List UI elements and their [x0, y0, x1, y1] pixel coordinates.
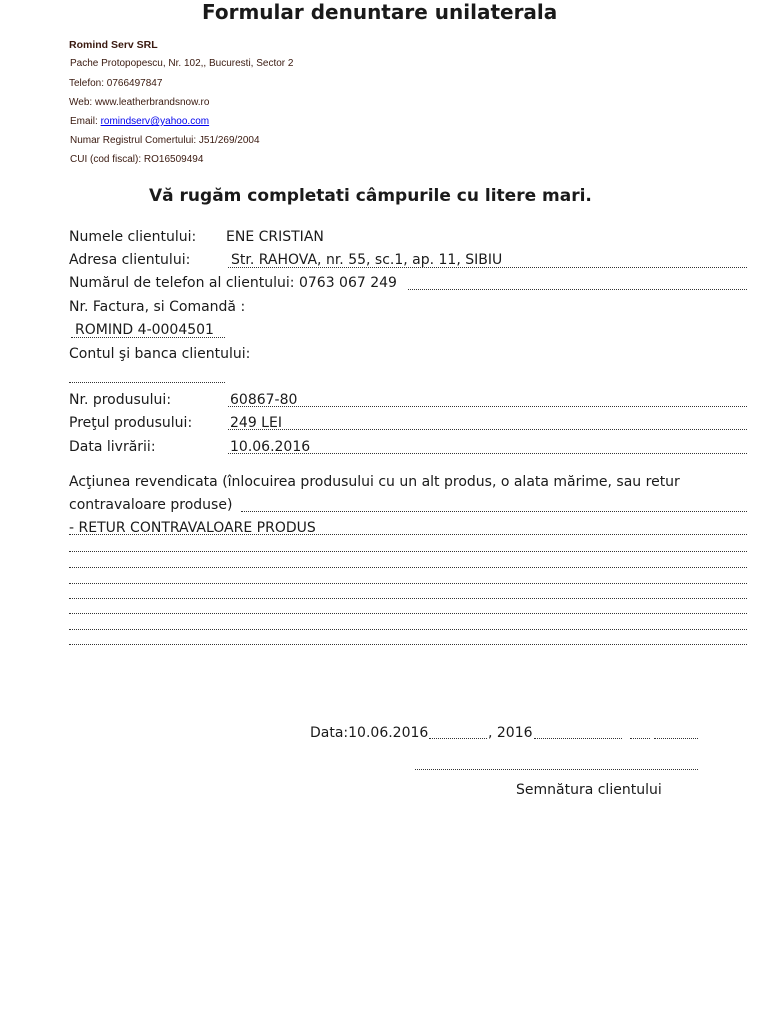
- invoice-value: ROMIND 4-0004501: [75, 322, 214, 338]
- company-registry: Numar Registrul Comertului: J51/269/2004: [70, 135, 260, 146]
- address-value: Str. RAHOVA, nr. 55, sc.1, ap. 11, SIBIU: [231, 252, 503, 268]
- date-line-4: [654, 738, 698, 739]
- address-line: [228, 267, 747, 268]
- signature-label: Semnătura clientului: [516, 782, 662, 798]
- company-email: [70, 116, 209, 127]
- delivery-line: [228, 453, 747, 454]
- company-cui: CUI (cod fiscal): RO16509494: [70, 154, 204, 165]
- action-line-1: [69, 534, 747, 535]
- action-line-4: [69, 583, 747, 584]
- date-year: , 2016: [488, 725, 533, 741]
- action-line-8: [69, 644, 747, 645]
- form-instruction: Vă rugăm completati câmpurile cu litere mari.: [149, 186, 592, 206]
- invoice-line: [71, 337, 225, 338]
- price-value: 249 LEI: [230, 415, 282, 431]
- delivery-value: 10.06.2016: [230, 439, 311, 455]
- product-no-value: 60867-80: [230, 392, 298, 408]
- bank-label: Contul şi banca clientului:: [69, 346, 251, 362]
- action-line-0: [241, 511, 747, 512]
- action-line-3: [69, 567, 747, 568]
- product-no-label: Nr. produsului:: [69, 392, 172, 408]
- price-line: [228, 429, 747, 430]
- company-phone: Telefon: 0766497847: [69, 78, 163, 89]
- client-name-value: ENE CRISTIAN: [226, 229, 324, 245]
- date-label: Data:10.06.2016: [310, 725, 429, 741]
- company-address: Pache Protopopescu, Nr. 102,, Bucuresti, Sector 2: [70, 58, 294, 69]
- phone-label: Numărul de telefon al clientului: 0763 067 249: [69, 275, 397, 291]
- price-label: Preţul produsului:: [69, 415, 193, 431]
- action-line-2: [69, 551, 747, 552]
- phone-line: [408, 289, 747, 290]
- company-email-label: Email:: [70, 116, 101, 127]
- date-line-2: [534, 738, 622, 739]
- action-value: - RETUR CONTRAVALOARE PRODUS: [69, 520, 316, 536]
- signature-line: [415, 769, 698, 770]
- date-day-line: [429, 738, 487, 739]
- date-line-3: [630, 738, 650, 739]
- company-email-link[interactable]: romindserv@yahoo.com: [100, 116, 210, 127]
- product-no-line: [228, 406, 747, 407]
- address-label: Adresa clientului:: [69, 252, 191, 268]
- action-line-7: [69, 629, 747, 630]
- delivery-label: Data livrării:: [69, 439, 156, 455]
- page-title: Formular denuntare unilaterala: [202, 0, 558, 24]
- bank-line: [69, 382, 225, 383]
- action-label-line1: Acţiunea revendicata (înlocuirea produsului cu un alt produs, o alata mărime, sau retur: [69, 474, 680, 490]
- action-line-5: [69, 598, 747, 599]
- action-line-6: [69, 613, 747, 614]
- invoice-label: Nr. Factura, si Comandă :: [69, 299, 246, 315]
- client-name-label: Numele clientului:: [69, 229, 197, 245]
- action-label-line2: contravaloare produse): [69, 497, 233, 513]
- company-web: Web: www.leatherbrandsnow.ro: [69, 97, 210, 108]
- company-name: Romind Serv SRL: [69, 39, 158, 51]
